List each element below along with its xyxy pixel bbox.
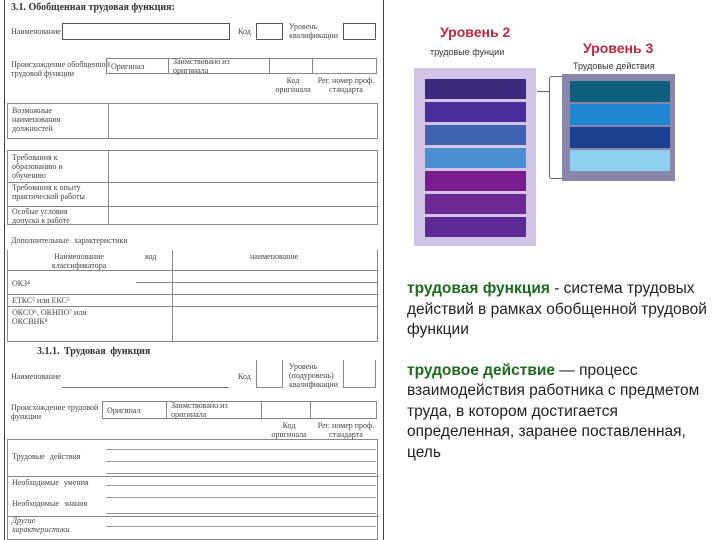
classifier-header-code: код (145, 252, 157, 261)
level2-bar (425, 148, 526, 168)
function-origin-borrowed-cell[interactable]: Заимствовано из оригинала (166, 401, 262, 419)
level3-bar (570, 81, 670, 102)
code-field[interactable] (256, 23, 283, 40)
level3-title: Уровень 3 (583, 40, 654, 56)
origin-original-cell[interactable]: Оригинал (106, 58, 169, 74)
term: трудовая функция (407, 280, 550, 297)
function-origin-code-cell[interactable] (261, 401, 311, 419)
okz-label: ОКЗ⁴ (12, 279, 30, 288)
admission-label: Особые условия допуска к работе (12, 207, 70, 225)
level3-panel (562, 74, 675, 181)
function-origin-label: Происхождение трудовой функции (11, 403, 99, 421)
level2-bar (425, 125, 526, 145)
function-qual-label: Уровень (подуровень) квалификации (289, 362, 339, 389)
level2-bar (425, 79, 526, 99)
function-origin-regnum-cell[interactable] (310, 401, 377, 419)
education-field[interactable] (109, 152, 376, 180)
level2-panel (414, 68, 536, 246)
level3-subtitle: Трудовые действия (573, 61, 655, 71)
function-origin-regnum-caption: Рег. номер проф. стандарта (317, 421, 375, 439)
function-name-field[interactable] (62, 387, 229, 388)
level2-bar (425, 217, 526, 237)
level2-bar (425, 194, 526, 214)
experience-label: Требования к опыту практической работы (12, 183, 85, 201)
function-code-field[interactable] (256, 360, 283, 388)
definitions (407, 279, 717, 483)
function-origin-code-caption: Код оригинала (271, 421, 307, 439)
level3-bar (570, 104, 670, 125)
subsection-title: 3.1.1. Трудовая функция (37, 346, 151, 357)
level3-bar (570, 150, 670, 171)
qualification-label: Уровень квалификации (289, 22, 339, 40)
classifier-header-title: наименование (250, 252, 299, 261)
knowledge-label: Необходимые знания (12, 499, 88, 508)
level2-bar (425, 171, 526, 191)
origin-code-cell[interactable] (269, 58, 313, 74)
classifier-header-name: Наименование классификатора (51, 252, 107, 270)
origin-borrowed-cell[interactable]: Заимствовано из оригинала (168, 58, 270, 74)
definition-labor-action: трудовое действие — процесс взаимодействия работника с предметом труда, в котором достигается определенная, заранее поставленная, цель (407, 361, 700, 461)
connector-line (537, 91, 549, 92)
function-qual-field[interactable] (343, 360, 376, 388)
okso-label: ОКСО⁶, ОКНПО⁷ или ОКСВНК⁸ (12, 308, 87, 326)
level2-bar (425, 102, 526, 122)
section-title: 3.1. Обобщенная трудовая функция: (11, 2, 175, 13)
level2-title: Уровень 2 (440, 24, 511, 40)
positions-field[interactable] (109, 105, 376, 137)
function-origin-original-cell[interactable]: Оригинал (102, 401, 167, 419)
term: трудовое действие (407, 361, 555, 379)
bracket (549, 76, 562, 179)
education-label: Требования к образованию и обучению (12, 153, 63, 180)
level2-subtitle: трудовые фунции (430, 47, 505, 57)
function-code-label: Код (238, 372, 251, 381)
level3-bar (570, 127, 670, 148)
definition-labor-function: трудовая функция - система трудовых действий в рамках обобщенной трудовой функции (407, 280, 707, 338)
labor-actions-label: Трудовые действия (12, 452, 81, 461)
origin-code-caption: Код оригинала (275, 76, 311, 94)
qualification-field[interactable] (343, 23, 376, 40)
extra-title: Дополнительные характеристики (11, 236, 128, 245)
definition-text: система трудовых действий в рамках обобщенной трудовой функции (407, 280, 707, 338)
name-label: Наименование (11, 27, 61, 36)
name-field[interactable] (62, 23, 230, 40)
other-characteristics-label: Другие характеристики (12, 516, 70, 534)
professional-standard-form (4, 0, 384, 540)
experience-field[interactable] (109, 183, 376, 205)
skills-label: Необходимые умения (12, 478, 89, 487)
etks-label: ЕТКС⁵ или ЕКС⁵ (12, 296, 70, 305)
origin-label: Происхождение обобщенной трудовой функции (11, 60, 110, 78)
origin-regnum-caption: Рег. номер проф. стандарта (317, 76, 375, 94)
admission-field[interactable] (109, 207, 376, 224)
code-label: Код (238, 27, 251, 36)
positions-label: Возможные наименования должностей (12, 106, 61, 133)
function-name-label: Наименование (11, 372, 61, 381)
definition-text: процесс взаимодействия работника с предметом труда, в котором достигается определенная, заранее поставленная, цель (407, 361, 700, 461)
origin-regnum-cell[interactable] (312, 58, 377, 74)
